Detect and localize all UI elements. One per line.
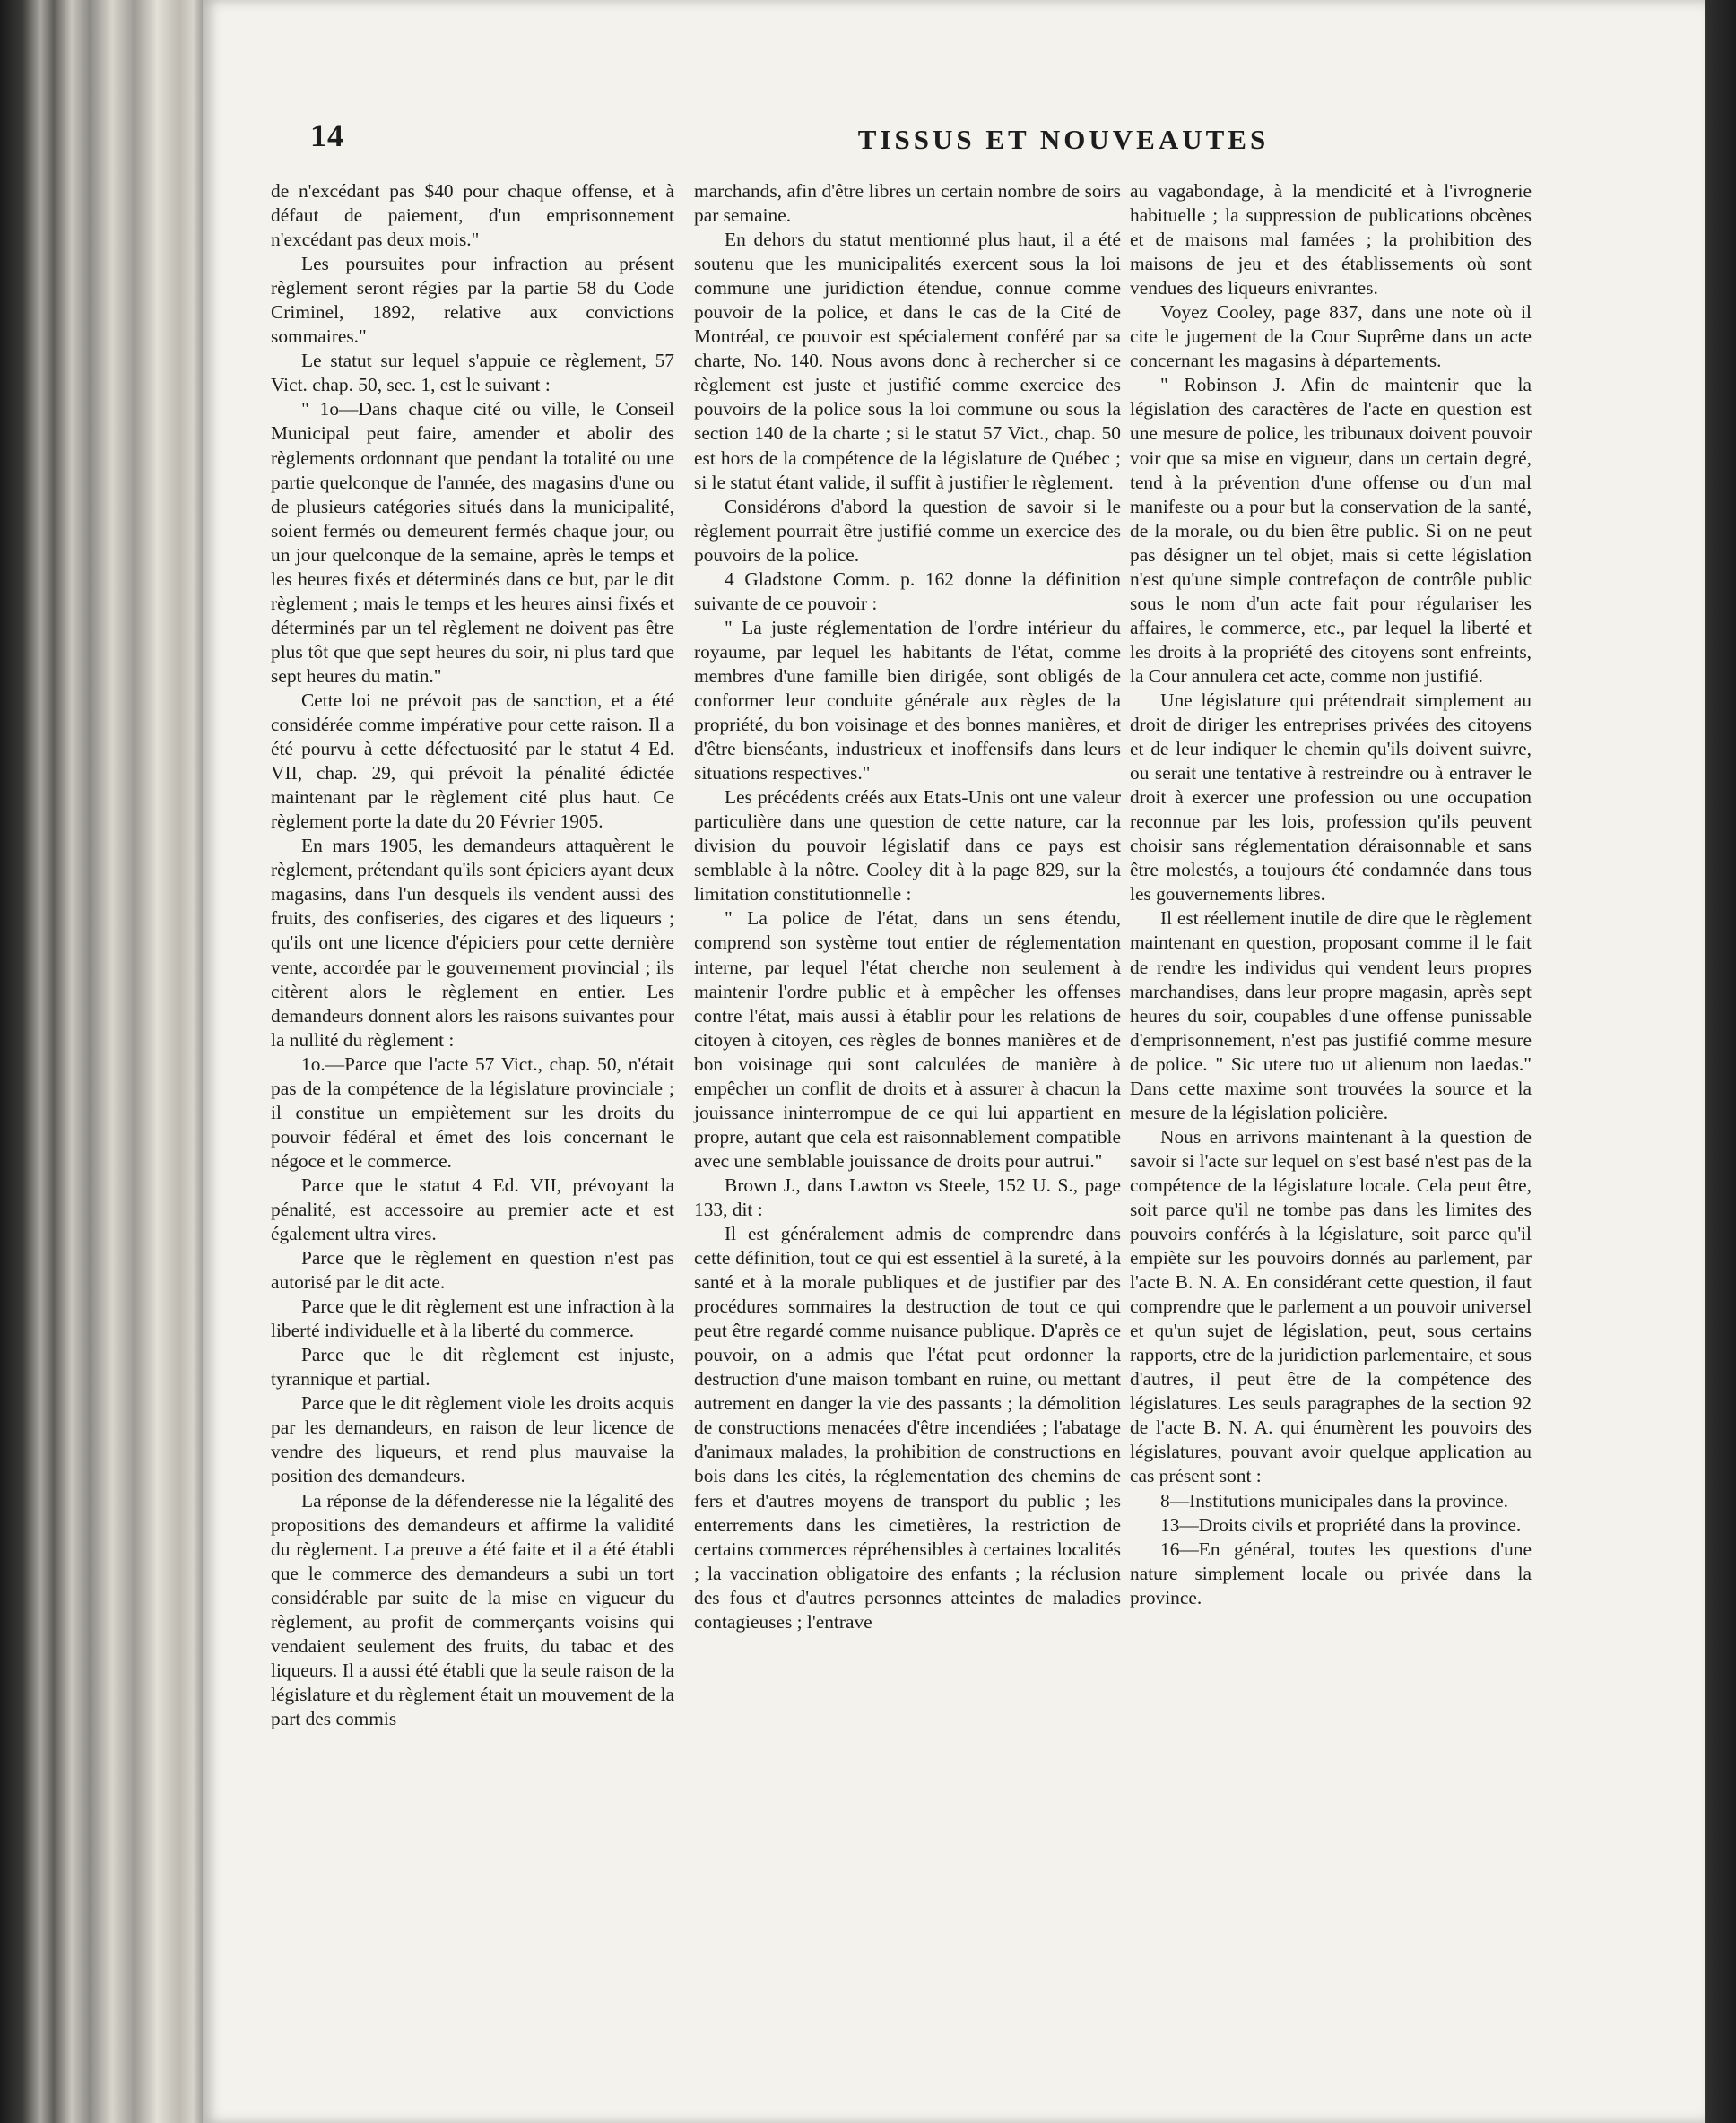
paragraph: marchands, afin d'être libres un certain nombre de soirs par semaine. [694, 180, 1121, 227]
paragraph: Parce que le statut 4 Ed. VII, prévoyant la pénalité, est accessoire au premier acte et est également ultra vires. [271, 1174, 674, 1245]
book-binding [0, 0, 206, 2123]
paragraph: En dehors du statut mentionné plus haut, il a été soutenu que les municipalités exercent sous la loi commune une juridiction étendue, connue comme pouvoir de la police, et dans le cas de la Cité de Montréal, ce pouvoir est spécialement conféré par sa charte, No. 140. Nous avons donc à rechercher si ce règlement est juste et justifié comme exercice des pouvoirs de la police sous la loi commune ou sous la section 140 de la charte ; si le statut 57 Vict., chap. 50 est hors de la compétence de la législature de Québec ; si le statut étant valide, il suffit à justifier le règlement. [694, 229, 1121, 493]
paragraph: 13—Droits civils et propriété dans la province. [1160, 1513, 1522, 1536]
paragraph: Parce que le dit règlement viole les droits acquis par les demandeurs, en raison de leur licence de vendre des liqueurs, et rend plus mauvaise la position des demandeurs. [271, 1392, 674, 1487]
page-number: 14 [310, 117, 344, 153]
paragraph: Il est réellement inutile de dire que le règlement maintenant en question, proposant comme il le fait de rendre les individus qui vendent leurs propres marchandises, dans leur propre magasin, après sept heures du soir, coupables d'une offense punissable d'emprisonnement, n'est pas justifié comme mesure de police. " Sic utere tuo ut alienum non laedas." Dans cette maxime sont trouvées la source et la mesure de la législation policière. [1130, 907, 1532, 1123]
paragraph: Nous en arrivons maintenant à la question de savoir si l'acte sur lequel on s'est basé n'est pas de la compétence de la législature locale. Cela peut être, soit parce qu'il ne tombe pas dans les limites des pouvoirs conférés à la législature, soit parce qu'il empiète sur les pouvoirs donnés au parlement, par l'acte B. N. A. En considérant cette question, il faut comprendre que le parlement a un pouvoir universel et qu'un sujet de législation, peut, sous certains rapports, etre de la juridiction parlementaire, et sous d'autres, il peut être de la compétence des législatures. Les seuls paragraphes de la section 92 de l'acte B. N. A. qui énumèrent les pouvoirs des législatures, pouvant avoir quelque application au cas présent sont : [1130, 1125, 1532, 1487]
paragraph: Considérons d'abord la question de savoir si le règlement pourrait être justifié comme un exercice des pouvoirs de la police. [694, 495, 1121, 566]
paragraph: Les précédents créés aux Etats-Unis ont une valeur particulière dans une question de cette nature, car la division du pouvoir législatif dans ce pays est semblable à la nôtre. Cooley dit à la page 829, sur la limitation constitutionnelle : [694, 786, 1121, 906]
running-title: TISSUS ET NOUVEAUTES [857, 124, 1270, 155]
paragraph: Parce que le dit règlement est injuste, tyrannique et partial. [271, 1344, 674, 1391]
paragraph: " Robinson J. Afin de maintenir que la législation des caractères de l'acte en question est une mesure de police, les tribunaux doivent pouvoir voir que sa mise en vigueur, dans un certain degré, tend à la prévention d'une offense ou d'un mal manifeste ou a pour but la conservation de la santé, de la morale, ou du bien être public. Si on ne peut pas désigner un tel objet, mais si cette législation n'est qu'une simple contrefaçon de contrôle public sous le nom d'un acte fait pour régulariser les affaires, le commerce, etc., par lequel la liberté et les droits à la propriété des citoyens sont enfreints, la Cour annulera cet acte, comme non justifié. [1130, 374, 1532, 687]
paragraph: 4 Gladstone Comm. p. 162 donne la définition suivante de ce pouvoir : [694, 568, 1121, 614]
book-page [203, 0, 1705, 2123]
text-column-1 [271, 179, 674, 1731]
paragraph: Parce que le règlement en question n'est pas autorisé par le dit acte. [271, 1247, 674, 1294]
paragraph: 16—En général, toutes les questions d'une nature simplement locale ou privée dans la province. [1130, 1538, 1532, 1608]
paragraph: Voyez Cooley, page 837, dans une note où il cite le jugement de la Cour Suprême dans un acte concernant les magasins à départements. [1130, 301, 1532, 372]
paragraph: Les poursuites pour infraction au présent règlement seront régies par la partie 58 du Code Criminel, 1892, relative aux convictions sommaires." [271, 253, 674, 348]
paragraph: Brown J., dans Lawton vs Steele, 152 U. S., page 133, dit : [694, 1174, 1121, 1220]
paragraph: 1o.—Parce que l'acte 57 Vict., chap. 50, n'était pas de la compétence de la législature provinciale ; il constitue un empiètement sur les droits du pouvoir fédéral et émet des lois concernant le négoce et le commerce. [271, 1053, 674, 1172]
paragraph: au vagabondage, à la mendicité et à l'ivrognerie habituelle ; la suppression de publications obcènes et de maisons mal famées ; la prohibition des maisons de jeu et des établissements où sont vendues des liqueurs enivrantes. [1130, 180, 1532, 299]
paragraph: " La juste réglementation de l'ordre intérieur du royaume, par lequel les habitants de l'état, comme membres d'une famille bien dirigée, sont obligés de conformer leur conduite générale aux règles de la propriété, du bon voisinage et des bonnes manières, et d'être bienséants, industrieux et inoffensifs dans leurs situations respectives." [694, 616, 1121, 784]
paragraph: En mars 1905, les demandeurs attaquèrent le règlement, prétendant qu'ils sont épiciers ayant deux magasins, dans l'un desquels ils vendent aussi des fruits, des confiseries, des cigares et des liqueurs ; qu'ils ont une licence d'épiciers pour cette dernière vente, accordée par le gouvernement provincial ; ils citèrent alors le règlement en entier. Les demandeurs donnent alors les raisons suivantes pour la nullité du règlement : [271, 835, 674, 1051]
text-column-3 [1130, 179, 1532, 1610]
paragraph: Il est généralement admis de comprendre dans cette définition, tout ce qui est essentiel à la sureté, à la santé et à la morale publiques et de justifier par des procédures sommaires la destruction de tout ce qui peut être regardé comme nuisance publique. D'après ce pouvoir, on a admis que l'état peut ordonner la destruction d'une maison tombant en ruine, ou mettant autrement en danger la vie des passants ; la démolition de constructions menacées d'être incendiées ; l'abatage d'animaux malades, la prohibition de constructions en bois dans les cités, la réglementation des chemins de fers et d'autres moyens de transport du public ; les enterrements dans les cimetières, la restriction de certains commerces répréhensibles à certaines localités ; la vaccination obligatoire des enfants ; la réclusion des fous et d'autres personnes atteintes de maladies contagieuses ; l'entrave [694, 1223, 1121, 1633]
paragraph: Le statut sur lequel s'appuie ce règlement, 57 Vict. chap. 50, sec. 1, est le suivant : [271, 350, 674, 396]
paragraph: Une législature qui prétendrait simplement au droit de diriger les entreprises privées des citoyens et de leur indiquer le chemin qu'ils doivent suivre, ou serait une tentative à restreindre ou à entraver le droit à exercer une profession ou une occupation reconnue par les lois, profession qu'ils peuvent choisir sans réglementation déraisonnable et sans être molestés, a toujours été condamnée dans tous les gouvernements libres. [1130, 689, 1532, 906]
page-header [203, 117, 1705, 170]
paragraph: La réponse de la défenderesse nie la légalité des propositions des demandeurs et affirme la validité du règlement. La preuve a été faite et il a été établi que le commerce des demandeurs a subi un tort considérable par suite de la mise en vigueur du règlement, au profit de commerçants voisins qui vendaient seulement des fruits, du tabac et des liqueurs. Il a aussi été établi que la seule raison de la législature et du règlement était un mouvement de la part des commis [271, 1489, 674, 1729]
paragraph: de n'excédant pas $40 pour chaque offense, et à défaut de paiement, d'un emprisonnement n'excédant pas deux mois." [271, 180, 674, 251]
paragraph: Cette loi ne prévoit pas de sanction, et a été considérée comme impérative pour cette raison. Il a été pourvu à cette défectuosité par le statut 4 Ed. VII, chap. 29, qui prévoit la pénalité édictée maintenant par le règlement cité plus haut. Ce règlement porte la date du 20 Février 1905. [271, 689, 674, 833]
paragraph: 8—Institutions municipales dans la province. [1160, 1489, 1508, 1512]
paragraph: Parce que le dit règlement est une infraction à la liberté individuelle et à la liberté du commerce. [271, 1295, 674, 1342]
paragraph: " La police de l'état, dans un sens étendu, comprend son système tout entier de réglementation interne, par lequel l'état cherche non seulement à maintenir l'ordre public et à empêcher les offenses contre l'état, mais aussi à établir pour les relations de citoyen à citoyen, ces règles de bonnes manières et de bon voisinage qui sont calculées de manière à empêcher un conflit de droits et à assurer à chacun la jouissance ininterrompue de ce qui lui appartient en propre, autant que cela est raisonnablement compatible avec une semblable jouissance de droits pour autrui." [694, 907, 1121, 1172]
paragraph: " 1o—Dans chaque cité ou ville, le Conseil Municipal peut faire, amender et abolir des règlements ordonnant que pendant la totalité ou une partie quelconque de l'année, des magasins d'une ou de plusieurs catégories situés dans la municipalité, soient fermés ou demeurent fermés chaque jour, ou un jour quelconque de la semaine, après le temps et les heures fixés et déterminés dans ce but, par le dit règlement ; mais le temps et les heures ainsi fixés et déterminés par un tel règlement ne doivent pas être plus tôt que que sept heures du soir, ni plus tard que sept heures du matin." [271, 398, 674, 687]
text-column-2 [694, 179, 1121, 1634]
